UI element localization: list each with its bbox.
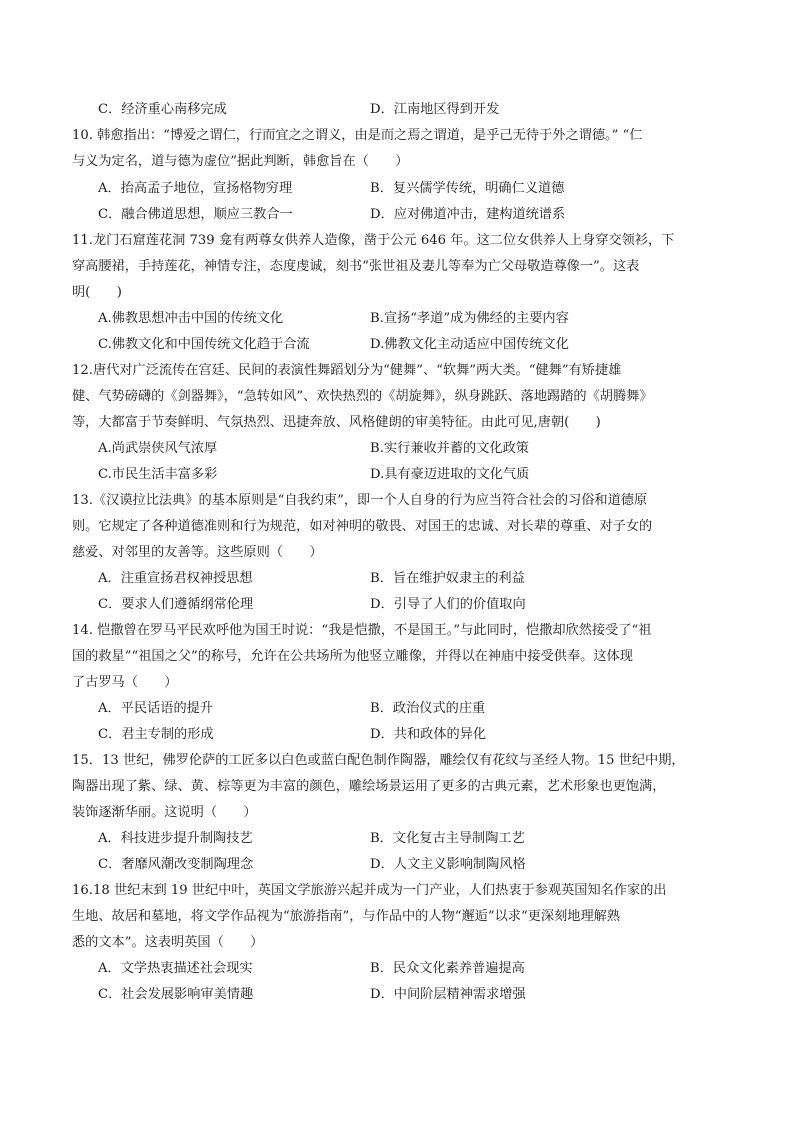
option-a: A.尚武崇侠风气浓厚 bbox=[98, 441, 218, 456]
option-c: C.佛教文化和中国传统文化趋于合流 bbox=[98, 337, 310, 352]
option-c: C．君主专制的形成 bbox=[98, 727, 214, 742]
question-text: 了古罗马（ ） bbox=[72, 675, 178, 690]
option-b: B.宣扬“孝道”成为佛经的主要内容 bbox=[370, 311, 569, 326]
question-text: 12.唐代对广泛流传在宫廷、民间的表演性舞蹈划分为“健舞”、“软舞”两大类。“健舞”有矫捷雄 bbox=[72, 363, 622, 378]
question-text: 装饰逐渐华丽。这说明（ ） bbox=[72, 805, 257, 820]
option-a: A．文学热衷描述社会现实 bbox=[98, 961, 253, 976]
question-text: 生地、故居和墓地，将文学作品视为“旅游指南”，与作品中的人物“邂逅”以求“更深刻地理解熟 bbox=[72, 909, 621, 924]
question-text: 14. 恺撒曾在罗马平民欢呼他为国王时说：“我是恺撒，不是国王。”与此同时，恺撒却欣然接受了“祖 bbox=[72, 623, 652, 638]
question-text: 穿高腰裙，手持莲花，神情专注，态度虔诚，刻书“张世祖及妻儿等奉为亡父母敬造尊像一”。这表 bbox=[72, 259, 640, 274]
question-text: 国的救星”“祖国之父”的称号，允许在公共场所为他竖立雕像，并得以在神庙中接受供奉。这体现 bbox=[72, 649, 633, 664]
option-d: D．人文主义影响制陶风格 bbox=[370, 857, 526, 872]
question-text: 明( ) bbox=[72, 285, 122, 300]
option-d: D.佛教文化主动适应中国传统文化 bbox=[370, 337, 569, 352]
option-b: B.实行兼收并蓄的文化政策 bbox=[370, 441, 529, 456]
option-b: B．复兴儒学传统，明确仁义道德 bbox=[370, 181, 565, 196]
option-b: B．政治仪式的庄重 bbox=[370, 701, 486, 716]
question-text: 悉的文本”。这表明英国（ ） bbox=[72, 935, 264, 950]
question-text: 15．13 世纪，佛罗伦萨的工匠多以白色或蓝白配色制作陶器，雕绘仅有花纹与圣经人物。15 世纪中期， bbox=[72, 753, 685, 768]
option-b: B．旨在维护奴隶主的利益 bbox=[370, 571, 525, 586]
option-d: D．引导了人们的价值取向 bbox=[370, 597, 526, 612]
option-a: A．注重宣扬君权神授思想 bbox=[98, 571, 253, 586]
option-c: C．奢靡风潮改变制陶理念 bbox=[98, 857, 254, 872]
option-c: C．要求人们遵循纲常伦理 bbox=[98, 597, 254, 612]
option-a: A．抬高孟子地位，宣扬格物穷理 bbox=[98, 181, 293, 196]
question-text: 则。它规定了各种道德准则和行为规范，如对神明的敬畏、对国王的忠诚、对长辈的尊重、对子女的 bbox=[72, 519, 653, 534]
question-text: 16.18 世纪末到 19 世纪中叶，英国文学旅游兴起并成为一门产业，人们热衷于参观英国知名作家的出 bbox=[72, 883, 667, 898]
option-d: D．江南地区得到开发 bbox=[370, 102, 500, 117]
option-b: B．民众文化素养普遍提高 bbox=[370, 961, 525, 976]
option-d: D．应对佛道冲击，建构道统谱系 bbox=[370, 207, 566, 222]
option-c: C.市民生活丰富多彩 bbox=[98, 467, 218, 482]
question-text: 等，大都富于节奏鲜明、气氛热烈、迅捷奔放、风格健朗的审美特征。由此可见,唐朝( ) bbox=[72, 415, 601, 430]
option-c: C．社会发展影响审美情趣 bbox=[98, 987, 254, 1002]
question-text: 13.《汉谟拉比法典》的基本原则是“自我约束”，即一个人自身的行为应当符合社会的习俗和道德原 bbox=[72, 493, 648, 508]
option-d: D．共和政体的异化 bbox=[370, 727, 487, 742]
option-a: A．科技进步提升制陶技艺 bbox=[98, 831, 253, 846]
question-text: 陶器出现了紫、绿、黄、棕等更为丰富的颜色，雕绘场景运用了更多的古典元素，艺术形象也更饱满， bbox=[72, 779, 666, 794]
option-d: D．中间阶层精神需求增强 bbox=[370, 987, 526, 1002]
option-d: D.具有豪迈进取的文化气质 bbox=[370, 467, 530, 482]
question-text: 慈爱、对邻里的友善等。这些原则（ ） bbox=[72, 545, 323, 560]
option-a: A.佛教思想冲击中国的传统文化 bbox=[98, 311, 284, 326]
option-c: C．融合佛道思想，顺应三教合一 bbox=[98, 207, 293, 222]
option-a: A．平民话语的提升 bbox=[98, 701, 214, 716]
question-text: 10. 韩愈指出：“博爱之谓仁，行而宜之之谓义，由是而之焉之谓道，是乎己无待于外之谓德。” “仁 bbox=[72, 128, 643, 143]
question-text: 11.龙门石窟莲花洞 739 龛有两尊女供养人造像，凿于公元 646 年。这二位女供养人上身穿交领衫，下 bbox=[72, 233, 675, 248]
question-text: 健、气势磅礴的《剑器舞》，“急转如风”、欢快热烈的《胡旋舞》，纵身跳跃、落地踢踏的《胡腾舞》 bbox=[72, 389, 653, 404]
option-c: C．经济重心南移完成 bbox=[98, 102, 227, 117]
option-b: B．文化复古主导制陶工艺 bbox=[370, 831, 525, 846]
question-text: 与义为定名，道与德为虚位”据此判断，韩愈旨在（ ） bbox=[72, 154, 409, 169]
